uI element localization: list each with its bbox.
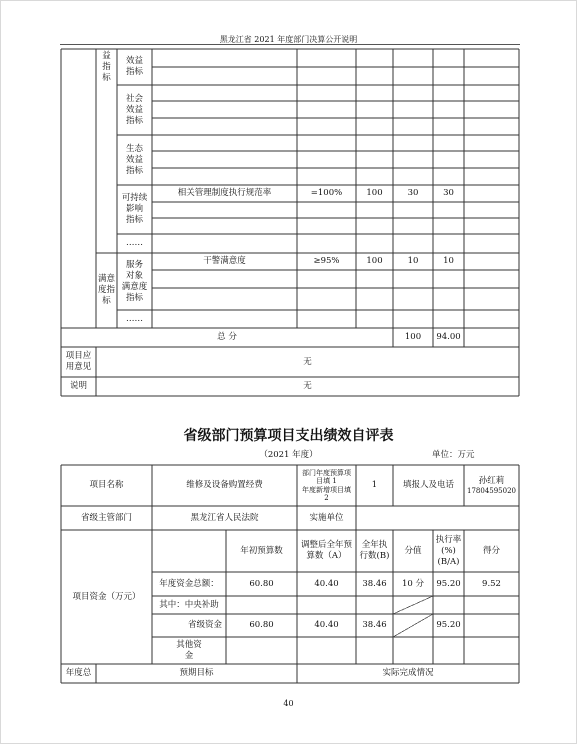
fund-rate: 95.20 — [436, 620, 461, 630]
page-header: 黑龙江省 2021 年度部门决算公开说明 — [219, 35, 358, 44]
metric-score: 30 — [443, 188, 454, 198]
label-line: 调整后全年预 — [300, 540, 352, 550]
label-line: 其他资 — [176, 639, 202, 650]
total-score: 94.00 — [436, 332, 461, 342]
label-line: 行数(B) — [359, 551, 390, 561]
filler-name: 孙红莉 — [478, 475, 505, 486]
label-line: 标 — [102, 296, 111, 306]
ellipsis-row: …… — [126, 313, 143, 324]
total-weight: 100 — [404, 332, 422, 342]
sustainable-impact-label — [117, 185, 152, 234]
label-line: 金 — [184, 650, 194, 661]
dept-label: 省级主管部门 — [80, 512, 132, 523]
metric-name: 相关管理制度执行规范率 — [177, 188, 272, 198]
metric-score: 10 — [443, 256, 454, 266]
score-header: 得分 — [482, 545, 500, 556]
metric-actual: 100 — [366, 188, 383, 198]
fund-initial: 60.80 — [249, 578, 274, 589]
fund-label: 项目资金（万元） — [72, 591, 141, 602]
label-line: 生态 — [125, 143, 143, 154]
metric-target: ≥95% — [313, 256, 340, 266]
metric-weight: 30 — [407, 188, 419, 198]
label-line: 全年执 — [361, 540, 388, 550]
label-line: 效益 — [125, 104, 143, 115]
label-line: 对象 — [125, 270, 143, 281]
actual-completion-label: 实际完成情况 — [382, 668, 434, 678]
label-line: (%) — [441, 545, 456, 556]
benefit-indicator-label — [96, 49, 117, 85]
label-line: 社会 — [125, 93, 143, 104]
project-code-value: 1 — [371, 480, 378, 490]
label-line: 项目应 — [65, 351, 92, 361]
label-line: 部门年度预算项 — [302, 468, 351, 477]
fund-adjusted: 40.40 — [314, 578, 339, 589]
social-benefit-label — [117, 85, 152, 135]
section-title: 省级部门预算项目支出绩效自评表 — [183, 428, 394, 444]
unit-label: 单位：万元 — [432, 450, 475, 460]
label-line: 标 — [102, 72, 111, 83]
eco-benefit-label — [117, 135, 152, 185]
metric-weight: 10 — [407, 256, 419, 266]
annual-goal-label: 年度总 — [65, 668, 92, 678]
fund-score-value: 10 分 — [401, 578, 425, 589]
fund-adjusted: 40.40 — [314, 620, 339, 630]
label-line: 效益 — [125, 56, 143, 66]
opinion-value: 无 — [303, 356, 312, 367]
metric-name: 干警满意度 — [203, 256, 246, 266]
label-line: 指标 — [125, 292, 143, 303]
page-number: 40 — [283, 699, 294, 708]
label-line: 满意 — [97, 274, 115, 284]
label-line: 指标 — [125, 215, 143, 225]
executed-header — [356, 530, 393, 572]
label-line: 指标 — [125, 165, 143, 176]
label-line: 目填 1 — [316, 477, 337, 485]
economic-benefit-label — [117, 49, 152, 85]
impl-unit-label: 实施单位 — [309, 512, 344, 523]
initial-budget-header: 年初预算数 — [240, 545, 283, 556]
fund-executed: 38.46 — [362, 620, 387, 630]
service-satisfaction-label — [117, 253, 152, 310]
section-year: （2021 年度） — [259, 450, 318, 460]
ellipsis-row: …… — [126, 238, 143, 248]
fund-row-label: 其中：中央补助 — [159, 599, 219, 610]
fund-score: 9.52 — [482, 578, 501, 589]
note-value: 无 — [303, 381, 312, 391]
label-line: 效益 — [125, 154, 143, 165]
label-line: 2 — [324, 494, 329, 502]
fund-executed: 38.46 — [362, 578, 387, 589]
fund-row-label — [152, 637, 226, 664]
label-line: 执行率 — [435, 534, 462, 545]
project-name-value: 维修及设备购置经费 — [186, 480, 263, 490]
fund-row-label: 省级资金 — [187, 620, 222, 630]
note-label: 说明 — [69, 381, 87, 391]
label-line: 影响 — [125, 204, 143, 214]
dept-value: 黑龙江省人民法院 — [190, 512, 259, 523]
adjusted-budget-header — [297, 530, 356, 572]
metric-target: =100% — [310, 188, 343, 198]
score-value-header: 分值 — [404, 545, 422, 556]
label-line: 年度新增项目填 — [302, 485, 351, 494]
fund-rate: 95.20 — [436, 578, 461, 589]
label-line: 可持续 — [121, 193, 148, 203]
filler-value — [464, 465, 519, 506]
project-name-label: 项目名称 — [89, 480, 124, 490]
opinion-label — [61, 347, 96, 377]
fund-initial: 60.80 — [249, 620, 274, 630]
filler-label: 填报人及电话 — [402, 480, 454, 490]
fund-row-label: 年度资金总额： — [159, 578, 219, 589]
label-line: 算数（A） — [306, 551, 347, 561]
label-line: 指标 — [125, 115, 143, 126]
label-line: 指标 — [125, 67, 143, 77]
label-line: 用意见 — [65, 362, 92, 372]
satisfaction-indicator-label — [96, 253, 117, 328]
rate-header — [433, 530, 464, 572]
label-line: (B/A) — [437, 556, 460, 567]
total-score-label: 总 分 — [217, 332, 237, 342]
label-line: 益 — [102, 50, 111, 61]
filler-phone: 17804595020 — [467, 486, 516, 495]
label-line: 指 — [102, 61, 111, 72]
label-line: 度指 — [97, 285, 115, 295]
label-line: 满意度 — [121, 281, 148, 292]
expected-goal-label: 预期目标 — [179, 668, 214, 678]
metric-actual: 100 — [366, 256, 383, 266]
label-line: 服务 — [125, 259, 143, 270]
project-code-label — [297, 465, 356, 506]
